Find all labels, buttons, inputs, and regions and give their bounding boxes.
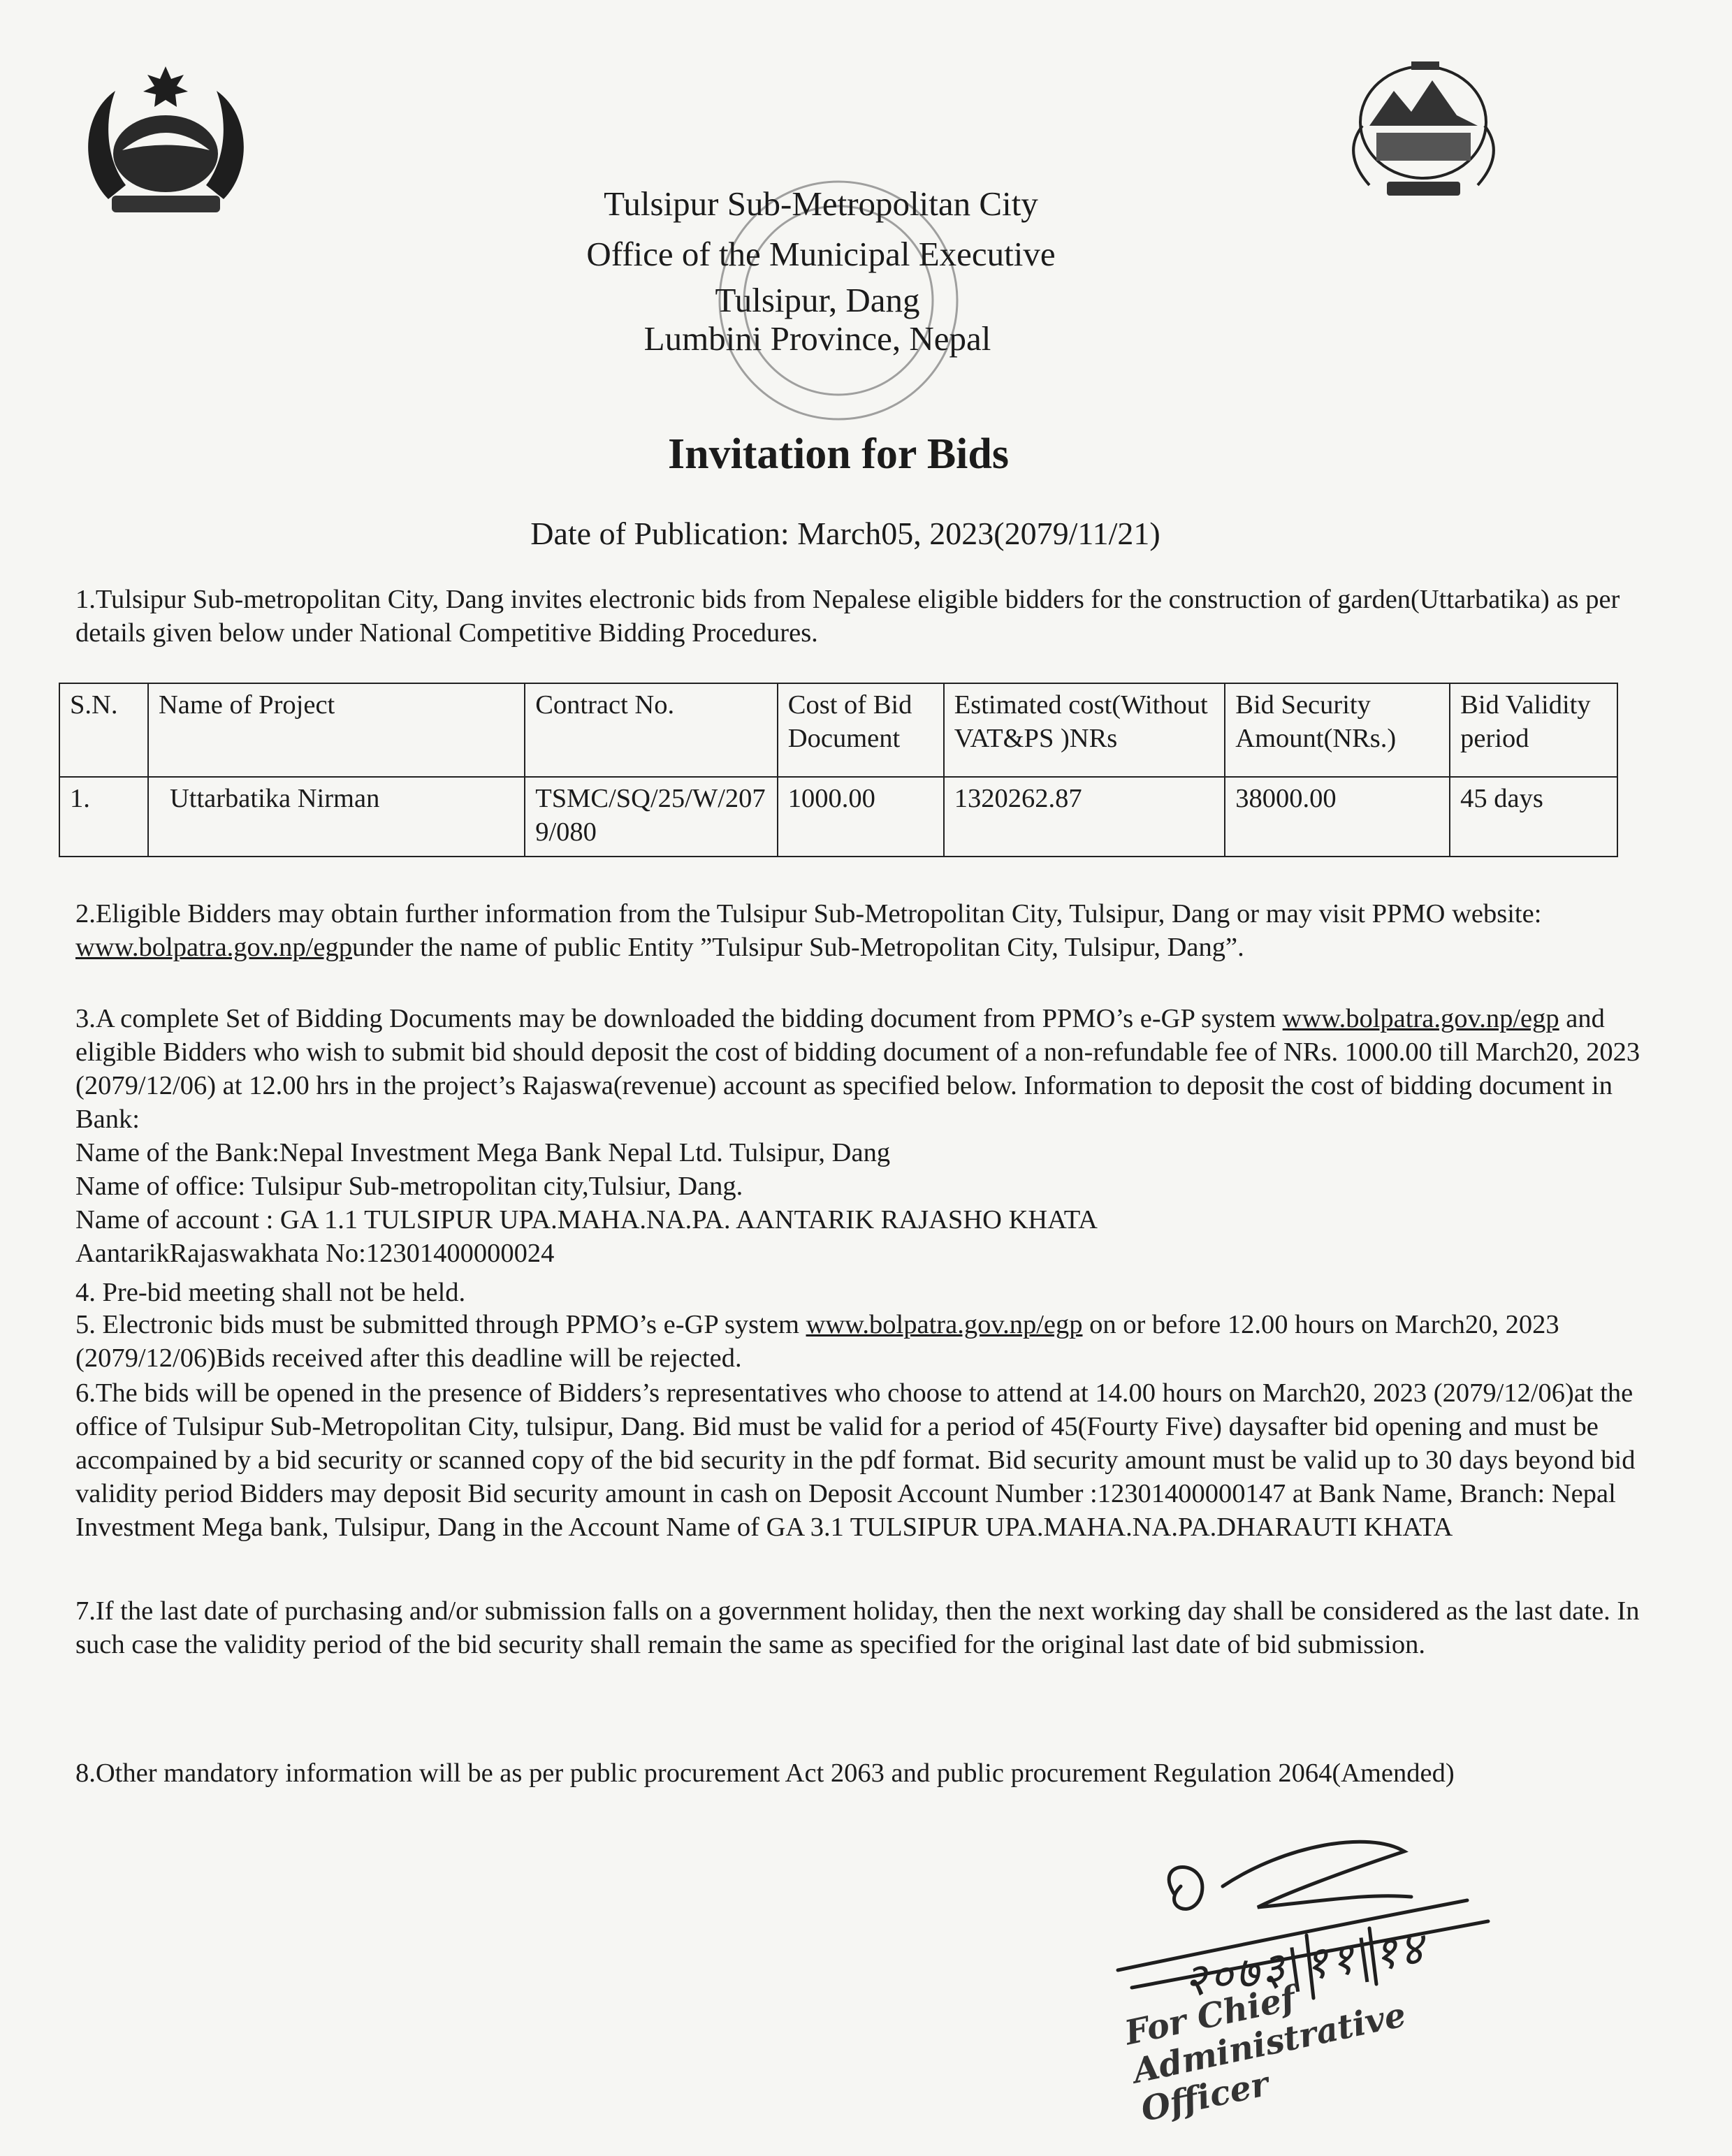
header-sn: S.N.	[59, 683, 148, 777]
cell-contract-no: TSMC/SQ/25/W/2079/080	[525, 777, 778, 857]
header-contract-no: Contract No.	[525, 683, 778, 777]
table-header-row	[59, 683, 1617, 777]
cell-bid-security: 38000.00	[1225, 777, 1450, 857]
paragraph-4: 4. Pre-bid meeting shall not be held.	[75, 1278, 466, 1307]
document-title: Invitation for Bids	[667, 430, 1010, 478]
cell-project-name: Uttarbatika Nirman	[148, 777, 525, 857]
paragraph-5-text-a: 5. Electronic bids must be submitted through PPMO’s e-GP system	[75, 1310, 806, 1339]
ppmo-website-link[interactable]: www.bolpatra.gov.np/egp	[75, 933, 352, 962]
paragraph-5	[75, 1308, 1647, 1375]
header-estimated-cost: Estimated cost(Without VAT&PS )NRs	[944, 683, 1225, 777]
cell-estimated-cost: 1320262.87	[944, 777, 1225, 857]
paragraph-2	[75, 897, 1647, 964]
paragraph-6: 6.The bids will be opened in the presence of Bidders’s representatives who choose to attend at 14.00 hours on March20, 2023 (2079/12/06)at the office of Tulsipur Sub-Metropolitan City, tulsipur, Dang. Bid must be valid for a period of 45(Fourty Five) daysafter bid opening and must be accompained by a bid security or scanned copy of the bid security in the pdf format. Bid security amount must be valid up to 30 days beyond bid validity period Bidders may deposit Bid security amount in cash on Deposit Account Number :12301400000147 at Bank Name, Branch: Nepal Investment Mega bank, Tulsipur, Dang in the Account Name of GA 3.1 TULSIPUR UPA.MAHA.NA.PA.DHARAUTI KHATA	[75, 1378, 1636, 1542]
bank-name: Name of the Bank:Nepal Investment Mega Bank Nepal Ltd. Tulsipur, Dang	[75, 1138, 891, 1167]
header-location: Tulsipur, Dang	[715, 281, 920, 319]
paragraph-2-text-a: 2.Eligible Bidders may obtain further information from the Tulsipur Sub-Metropolitan City, Tulsipur, Dang or may visit PPMO website:	[75, 899, 1542, 928]
egp-system-link[interactable]: www.bolpatra.gov.np/egp	[1282, 1004, 1559, 1033]
account-number: AantarikRajaswakhata No:12301400000024	[75, 1239, 555, 1268]
header-cost-of-bid-document: Cost of Bid Document	[778, 683, 944, 777]
header-city-name: Tulsipur Sub-Metropolitan City	[604, 184, 1038, 223]
cell-bid-validity: 45 days	[1450, 777, 1617, 857]
signature-date: २०७३|११|१४	[1180, 1923, 1429, 2009]
table-row	[59, 777, 1617, 857]
paragraph-7: 7.If the last date of purchasing and/or submission falls on a government holiday, then the next working day shall be considered as the last date. In such case the validity period of the bid security shall remain the same as specified for the original last date of bid submission.	[75, 1596, 1640, 1659]
header-province: Lumbini Province, Nepal	[643, 319, 991, 358]
cell-cost-of-bid-document: 1000.00	[778, 777, 944, 857]
paragraph-3-text-b: and eligible Bidders who wish to submit bid should deposit the cost of bidding document of a non-refundable fee of NRs. 1000.00 till March20, 2023 (2079/12/06) at 12.00 hrs in the project’s Rajaswa(revenue) account as specified below. Information to deposit the cost of bidding document in Bank:	[75, 1004, 1640, 1134]
bid-details-table	[59, 683, 1618, 857]
header-bid-validity: Bid Validity period	[1450, 683, 1617, 777]
paragraph-8: 8.Other mandatory information will be as per public procurement Act 2063 and public procurement Regulation 2064(Amended)	[75, 1758, 1455, 1788]
office-name: Name of office: Tulsipur Sub-metropolitan city,Tulsiur, Dang.	[75, 1172, 743, 1201]
signature-caption: For Chief Administrative Officer	[1121, 1979, 1410, 2129]
paragraph-3	[75, 1002, 1647, 1270]
publication-date: Date of Publication: March05, 2023(2079/11/21)	[530, 516, 1160, 551]
paragraph-3-text-a: 3.A complete Set of Bidding Documents may be downloaded the bidding document from PPMO’s e-GP system	[75, 1004, 1283, 1033]
header-project-name: Name of Project	[148, 683, 525, 777]
paragraph-5-text-b: on or before 12.00 hours on March20, 2023 (2079/12/06)Bids received after this deadline will be rejected.	[75, 1310, 1559, 1373]
egp-submission-link[interactable]: www.bolpatra.gov.np/egp	[806, 1310, 1083, 1339]
header-office-name: Office of the Municipal Executive	[586, 235, 1056, 273]
paragraph-2-text-b: under the name of public Entity ”Tulsipur Sub-Metropolitan City, Tulsipur, Dang”.	[351, 933, 1244, 962]
cell-sn: 1.	[59, 777, 148, 857]
paragraph-1: 1.Tulsipur Sub-metropolitan City, Dang invites electronic bids from Nepalese eligible bidders for the construction of garden(Uttarbatika) as per details given below under National Competitive Bidding Procedures.	[75, 585, 1620, 648]
account-name: Name of account : GA 1.1 TULSIPUR UPA.MAHA.NA.PA. AANTARIK RAJASHO KHATA	[75, 1205, 1098, 1234]
header-bid-security: Bid Security Amount(NRs.)	[1225, 683, 1450, 777]
